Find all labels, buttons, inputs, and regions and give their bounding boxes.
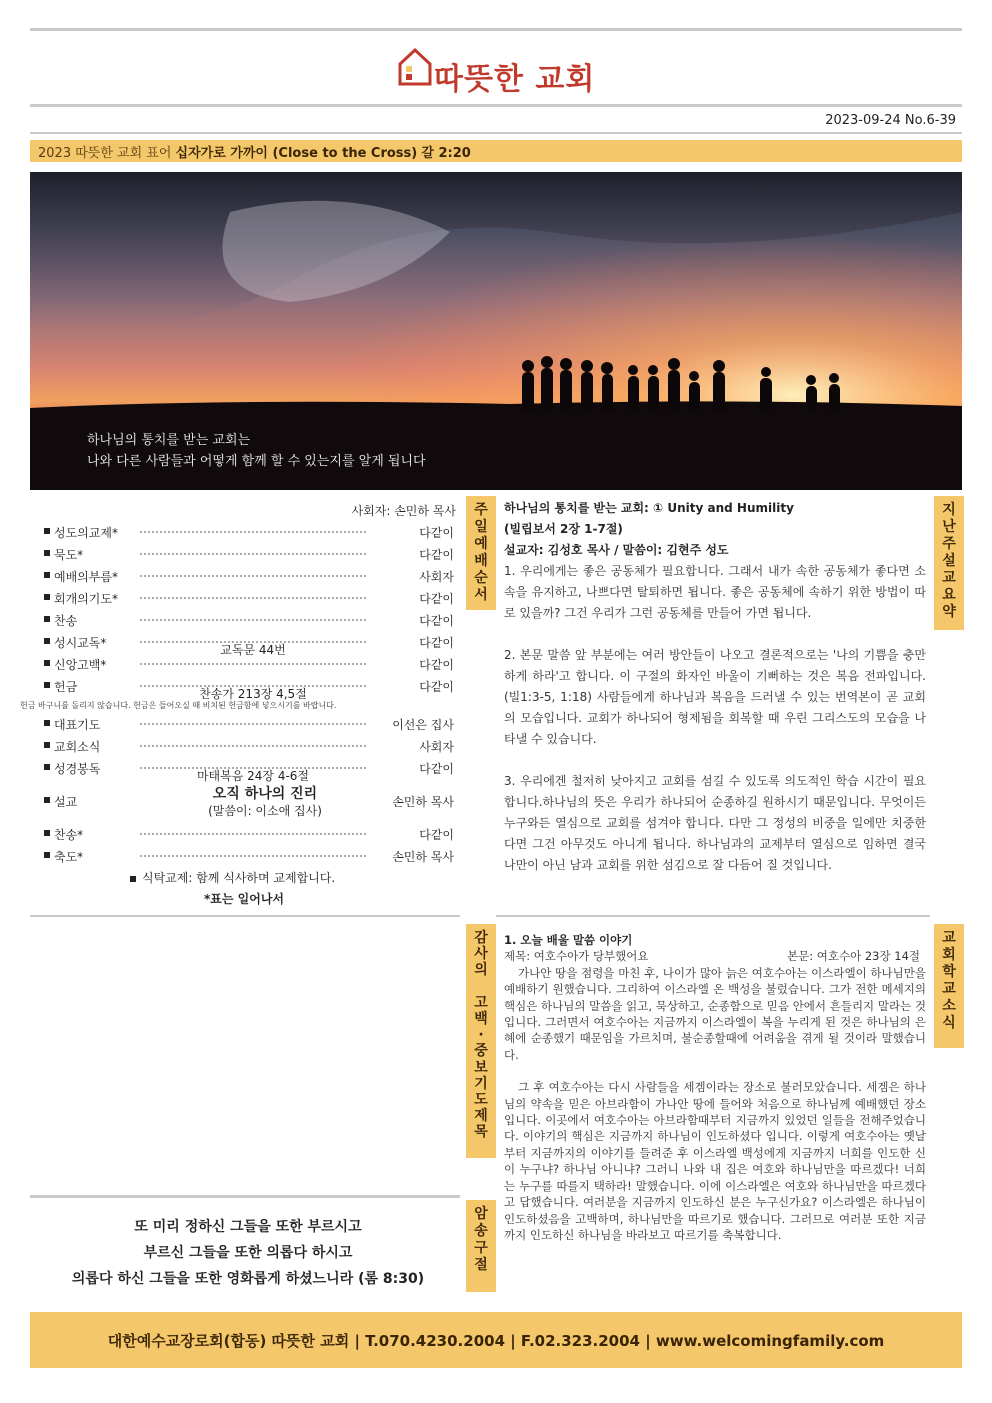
- leader-dots: [140, 723, 366, 725]
- worship-item-leader: 사회자: [419, 740, 454, 754]
- summary-paragraph-1: 1. 우리에게는 좋은 공동체가 필요합니다. 그래서 내가 속한 공동체가 좋다면 소속을 유지하고, 나쁘다면 탈퇴하면 됩니다. 좋은 공동체에 속하기 위한 방법이 따로 있을까? 그건 우리가 그런 공동체를 만들어 가면 됩니다.: [504, 564, 926, 620]
- worship-item-leader: 다같이: [419, 762, 454, 776]
- summary-paragraph-2: 2. 본문 말씀 앞 부분에는 여러 방안들이 나오고 결론적으로는 '나의 기쁨을 충만하게 하라'고 합니다. 이 구절의 화자인 바울이 기뻐하는 것은 복음 전파입니다.(빌1:3-5, 1:18) 사람들에게 하나님과 복음을 드러낼 수 있는 번역본이 곧 교회의 모습입니다. 교회가 하나되어 형제됨을 회복할 때 우린 그리스도의 모습을 나타낼 수 있습니다.: [504, 648, 926, 746]
- bullet-icon: [44, 742, 50, 748]
- bullet-icon: [44, 594, 50, 600]
- worship-item: [40, 656, 458, 678]
- leader-dots: [140, 833, 366, 835]
- worship-item-label: 성도의교제*: [54, 526, 118, 540]
- school-paragraph-1: 가나안 땅을 점령을 마친 후, 나이가 많아 늙은 여호수아는 이스라엘이 하나님만을 예배하기 원했습니다. 그리하여 이스라엘 온 백성을 불렀습니다. 그가 전한 메세지의 핵심은 하나님의 말씀을 읽고, 묵상하고, 순종함으로 믿음 안에서 흔들리지 말라는 것입니다. 그러면서 여호수아는 지금까지 이스라엘이 복을 누리게 된 것은 하나님의 은혜에 순종했기 때문임을 가르치며, 불순종할때에 어려움을 겪게 될 것이라 말했습니다.: [504, 965, 926, 1062]
- sermon-summary: [504, 498, 926, 897]
- worship-item-detail: 교독문 44번: [140, 641, 366, 658]
- hero-image: [30, 172, 962, 490]
- worship-item-label: 설교: [54, 795, 78, 809]
- issue-date: 2023-09-24 No.6-39: [825, 113, 956, 128]
- motto-ref: 갈 2:20: [421, 146, 471, 161]
- stand-note: *표는 일어나서: [204, 892, 285, 906]
- fellowship-note: [130, 869, 335, 886]
- worship-item-label: 찬송*: [54, 828, 84, 842]
- leader-dots: [140, 597, 366, 599]
- school-paragraph-2: 그 후 여호수아는 다시 사람들을 세겜이라는 장소로 불러모았습니다. 세겜은 하나님의 약속을 믿은 아브라함이 가나안 땅에 들어와 처음으로 하나님께 예배했던 장소입니다. 이곳에서 여호수아는 아브라함때부터 지금까지 있었던 일들을 전해주었습니다. 이야기의 핵심은 지금까지 하나님이 인도하셨다 입니다. 이렇게 여호수아는 옛날부터 지금까지의 이야기를 들려준 후 이스라엘 백성에게 지금까지 너희를 인도한 신이 누구냐? 하나님 아니냐? 그러니 나와 내 집은 여호와 하나님만을 따르겠다! 너희는 누구를 따를지 택하라! 말했습니다. 이에 이스라엘은 여호와 하나님만을 따르겠다고 답했습니다. 여러분을 지금까지 인도하신 분은 누구신가요? 이스라엘은 하나님이 인도하셨음을 고백하며, 하나님만을 따르기로 했습니다. 그러므로 여러분 또한 지금까지 인도하신 하나님을 바라보고 따르기를 축복합니다.: [504, 1080, 926, 1242]
- leader-dots: [140, 531, 366, 533]
- footer-contact: 대한예수교장로회(합동) 따뜻한 교회 | T.070.4230.2004 | F.02.323.2004 | www.welcomingfamily.com: [30, 1312, 962, 1368]
- worship-item-label: 성경봉독: [54, 762, 101, 776]
- worship-item-leader: 이선은 집사: [392, 718, 454, 732]
- memory-line-3: 의롭다 하신 그들을 또한 영화롭게 하셨느니라 (롬 8:30): [71, 1271, 425, 1287]
- worship-item-detail: 찬송가 213장 4,5절: [140, 685, 366, 702]
- fellowship-text: 식탁교제: 함께 식사하며 교제합니다.: [142, 871, 336, 885]
- worship-item-label: 축도*: [54, 850, 84, 864]
- leader-dots: [140, 855, 366, 857]
- motto-main: 십자가로 가까이 (Close to the Cross): [175, 146, 418, 161]
- bullet-icon: [44, 550, 50, 556]
- leader-dots: [140, 553, 366, 555]
- school-subject: 제목: 여호수아가 당부했어요: [504, 949, 649, 964]
- worship-item-label: 묵도*: [54, 548, 84, 562]
- tab-prayer-requests-label: 감 사 의 고 백 · 중 보 기 도 제 목: [474, 930, 488, 1141]
- worship-item-leader: 다같이: [419, 828, 454, 842]
- bullet-icon: [44, 764, 50, 770]
- bullet-icon: [44, 797, 50, 803]
- worship-item-leader: 손민하 목사: [392, 795, 454, 809]
- tab-memory-verse: [466, 1200, 496, 1292]
- leader-dots: [140, 619, 366, 621]
- leader-dots: [140, 575, 366, 577]
- tab-church-school: [934, 924, 964, 1048]
- bullet-icon: [44, 660, 50, 666]
- tab-order-of-worship: [466, 496, 496, 610]
- sermon-preacher: (말씀이: 이소애 집사): [208, 804, 322, 818]
- summary-speaker: 설교자: 김성호 목사 / 말씀이: 김현주 성도: [504, 543, 729, 557]
- leader-dots: [140, 685, 366, 701]
- worship-item: [40, 568, 458, 590]
- worship-item-label: 예배의부름*: [54, 570, 118, 584]
- worship-item-leader: 사회자: [419, 570, 454, 584]
- section-divider: [30, 915, 460, 917]
- hero-caption-line-1: 하나님의 통치를 받는 교회는: [87, 433, 251, 448]
- worship-item: [40, 716, 458, 738]
- worship-item-leader: 손민하 목사: [392, 850, 454, 864]
- worship-item-leader: 다같이: [419, 592, 454, 606]
- bullet-icon: [44, 528, 50, 534]
- worship-item: [40, 546, 458, 568]
- worship-item-label: 찬송: [54, 614, 78, 628]
- church-school-news: [504, 932, 926, 1243]
- worship-item-leader: 다같이: [419, 658, 454, 672]
- worship-item-leader: 다같이: [419, 614, 454, 628]
- bullet-icon: [44, 616, 50, 622]
- motto-prefix: 2023 따뜻한 교회 표어: [38, 146, 172, 161]
- bullet-icon: [44, 572, 50, 578]
- worship-item: [40, 738, 458, 760]
- leader-dots: [140, 663, 366, 665]
- tab-order-of-worship-label: 주 일 예 배 순 서: [474, 502, 488, 603]
- worship-item: [40, 590, 458, 612]
- leader-dots: [140, 745, 366, 747]
- worship-item: [40, 848, 458, 870]
- worship-item-label: 회개의기도*: [54, 592, 118, 606]
- worship-item-leader: 다같이: [419, 636, 454, 650]
- tab-memory-verse-label: 암 송 구 절: [474, 1206, 488, 1273]
- worship-item-label: 대표기도: [54, 718, 101, 732]
- presider: 사회자: 손민하 목사: [351, 504, 456, 518]
- school-text-ref: 본문: 여호수아 23장 14절: [787, 949, 920, 964]
- bullet-icon: [44, 720, 50, 726]
- hero-caption: [87, 430, 426, 472]
- worship-item: [40, 826, 458, 848]
- tab-church-school-label: 교 회 학 교 소 식: [942, 930, 956, 1031]
- tab-sermon-summary-label: 지 난 주 설 교 요 약: [942, 502, 956, 620]
- worship-item-label: 헌금: [54, 680, 78, 694]
- worship-item-label: 성시교독*: [54, 636, 107, 650]
- memory-verse: [40, 1214, 456, 1292]
- church-logo: [398, 46, 598, 96]
- offering-note: 헌금 바구니를 돌리지 않습니다. 헌금은 들어오실 때 비치된 헌금함에 넣으시기를 바랍니다.: [20, 701, 337, 710]
- memory-divider: [30, 1195, 460, 1198]
- leader-dots: [140, 641, 366, 657]
- church-motto: [30, 140, 962, 162]
- worship-item: [40, 760, 458, 782]
- issue-rule: [30, 132, 962, 134]
- worship-item-label: 교회소식: [54, 740, 101, 754]
- worship-item-leader: 다같이: [419, 526, 454, 540]
- worship-item-leader: 다같이: [419, 548, 454, 562]
- house-icon: [398, 46, 432, 86]
- school-heading: 1. 오늘 배울 말씀 이야기: [504, 933, 633, 947]
- tab-prayer-requests: [466, 924, 496, 1158]
- worship-item: [40, 612, 458, 634]
- summary-passage: (빌립보서 2장 1-7절): [504, 522, 623, 536]
- header-rule: [30, 104, 962, 107]
- tab-sermon-summary: [934, 496, 964, 630]
- leader-dots: [140, 767, 366, 783]
- logo-text: 따뜻한 교회: [434, 62, 596, 97]
- bullet-icon: [44, 638, 50, 644]
- school-subject-line: [504, 948, 926, 964]
- summary-title: 하나님의 통치를 받는 교회: ① Unity and Humility: [504, 501, 794, 515]
- worship-item-detail: 마태복음 24장 4-6절: [140, 767, 366, 784]
- hero-caption-line-2: 나와 다른 사람들과 어떻게 함께 할 수 있는지를 알게 됩니다: [87, 454, 426, 469]
- sermon-title: 오직 하나의 진리: [212, 786, 318, 802]
- bullet-icon: [44, 682, 50, 688]
- memory-line-1: 또 미리 정하신 그들을 또한 부르시고: [134, 1219, 362, 1235]
- worship-item: [40, 524, 458, 546]
- bullet-icon: [44, 830, 50, 836]
- summary-paragraph-3: 3. 우리에겐 철저히 낮아지고 교회를 섬길 수 있도록 의도적인 학습 시간이 필요합니다.하나님의 뜻은 우리가 하나되어 순종하길 원하시기 때문입니다. 무엇이든 누구와든 열심으로 교회를 섬겨야 합니다. 다만 그 정성의 비중을 일에만 치중한다면 그건 아무것도 아니게 됩니다. 하나님과의 교제부터 열심으로 임하면 결국 나만이 아닌 남과 교회를 위한 섬김으로 잘 다듬어 질 것입니다.: [504, 774, 926, 872]
- worship-item-label: 신앙고백*: [54, 658, 107, 672]
- worship-item: [40, 634, 458, 656]
- worship-item: [40, 678, 458, 700]
- bullet-icon: [44, 852, 50, 858]
- section-divider-right: [496, 915, 930, 917]
- worship-item-leader: 다같이: [419, 680, 454, 694]
- top-rule: [30, 28, 962, 31]
- memory-line-2: 부르신 그들을 또한 의롭다 하시고: [143, 1245, 353, 1261]
